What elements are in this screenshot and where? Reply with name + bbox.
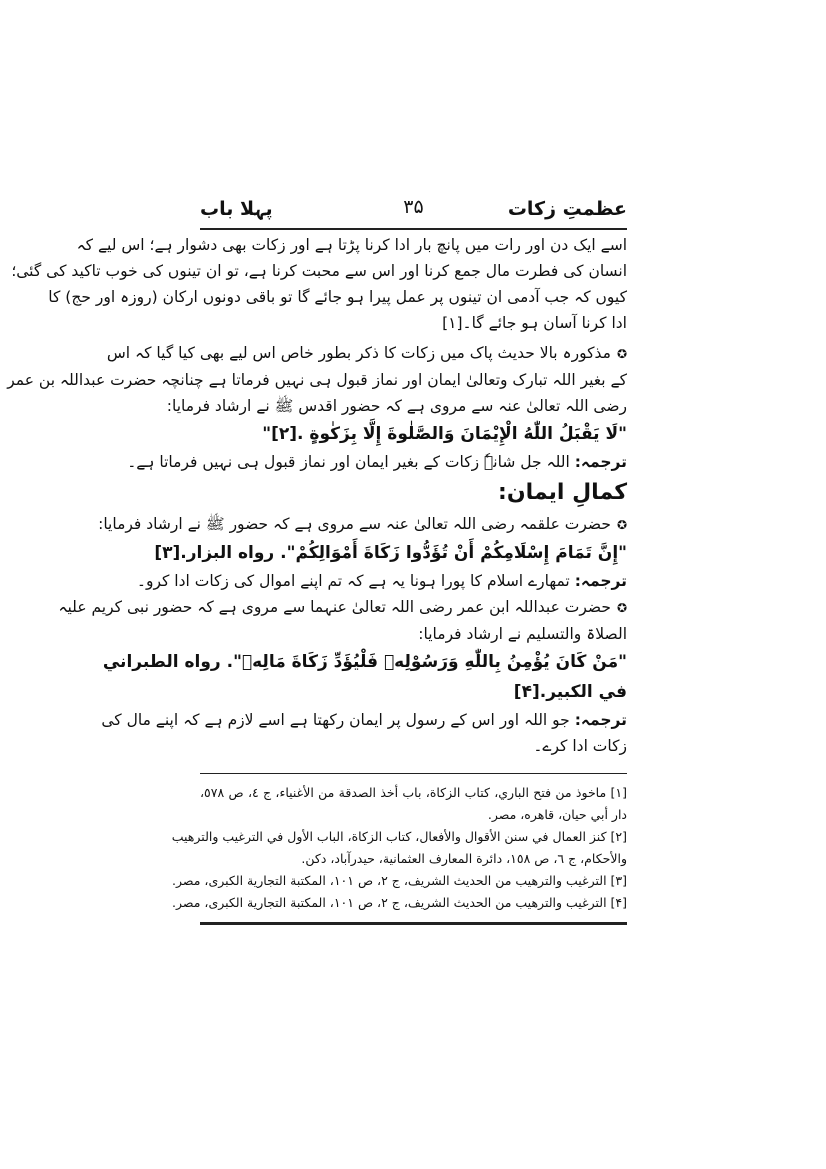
footnote-2-cont: والأحكام، ج ٦، ص ١٥٨، دائرة المعارف العثمانية، حيدرآباد، دكن. bbox=[301, 851, 627, 866]
translation-label: ترجمہ: bbox=[574, 572, 627, 590]
bottom-rule bbox=[200, 922, 627, 925]
paragraph-3 bbox=[98, 511, 627, 594]
paragraph-2 bbox=[7, 340, 627, 475]
text-line: الصلاۃ والتسلیم نے ارشاد فرمایا: bbox=[418, 625, 627, 643]
text-line: ادا کرنا آسان ہو جائے گا۔[۱] bbox=[442, 314, 627, 332]
text-line: کے بغیر اللہ تبارک وتعالیٰ ایمان اور نماز قبول ہی نہیں فرماتا ہے چنانچہ حضرت عبداللہ بن عمر bbox=[7, 371, 627, 389]
bullet-star-icon: ✪ bbox=[616, 518, 627, 532]
footnote-1-cont: دار أبي حيان، قاهره، مصر. bbox=[487, 807, 627, 822]
running-header bbox=[200, 196, 627, 230]
translation-label: ترجمہ: bbox=[574, 711, 627, 729]
translation-line: ترجمہ: تمھارے اسلام کا پورا ہونا یہ ہے کہ تم اپنے اموال کی زکات ادا کرو۔ bbox=[136, 572, 627, 590]
text-line: کیوں کہ جب آدمی ان تینوں پر عمل پیرا ہو جائے گا تو باقی دونوں ارکان (روزہ اور حج) کا bbox=[48, 288, 627, 306]
footnote-divider bbox=[200, 773, 627, 774]
footnote-2: [۲] كنز العمال في سنن الأقوال والأفعال، كتاب الزكاة، الباب الأول في الترغيب والترهيب bbox=[171, 829, 627, 844]
paragraph-4 bbox=[58, 594, 627, 759]
text-line: رضی اللہ تعالیٰ عنہ سے مروی ہے کہ حضور اقدس ﷺ نے ارشاد فرمایا: bbox=[166, 397, 627, 415]
book-title: عظمتِ زکات bbox=[507, 198, 627, 220]
footnote-3: [۳] الترغيب والترهيب من الحديث الشريف، ج ٢، ص ١٠١، المكتبة التجارية الكبرى، مصر. bbox=[172, 873, 627, 888]
text-line: ✪حضرت عبداللہ ابن عمر رضی اللہ تعالیٰ عنہما سے مروی ہے کہ حضور نبی کریم علیہ bbox=[200, 594, 627, 621]
translation-line: ترجمہ: اللہ جل شانہٗ زکات کے بغیر ایمان اور نماز قبول ہی نہیں فرماتا ہے۔ bbox=[127, 453, 627, 471]
text-line: انسان کی فطرت مال جمع کرنا اور اس سے محبت کرنا ہے، تو ان تینوں کی خوب تاکید کی گئی؛ bbox=[11, 262, 627, 280]
bullet-star-icon: ✪ bbox=[616, 347, 627, 361]
arabic-hadith: "إِنَّ تَمَامَ إِسْلَامِكُمْ أَنْ تُؤَدُّوا زَكَاةَ أَمْوَالِكُمْ". رواه البزار.[۳] bbox=[154, 543, 627, 563]
section-heading: کمالِ ایمان: bbox=[498, 480, 627, 505]
footnote-1: [۱] ماخوذ من فتح الباري، كتاب الزكاة، باب أخذ الصدقة من الأغنياء، ج ٤، ص ٥٧٨، bbox=[200, 785, 627, 800]
arabic-hadith: "لَا يَقْبَلُ اللّٰهُ الْإِيْمَانَ وَالصَّلٰوةَ إِلَّا بِزَكٰوةٍ .[۲]" bbox=[262, 424, 627, 444]
page-body bbox=[7, 232, 627, 925]
text-line: ✪مذکورہ بالا حدیث پاک میں زکات کا ذکر بطور خاص اس لیے بھی کیا گیا کہ اس bbox=[200, 340, 627, 367]
footnotes bbox=[171, 782, 627, 914]
footnote-4: [۴] الترغيب والترهيب من الحديث الشريف، ج ٢، ص ١٠١، المكتبة التجارية الكبرى، مصر. bbox=[172, 895, 627, 910]
page-number: ۳۵ bbox=[403, 196, 424, 218]
arabic-hadith: "مَنْ كَانَ يُؤْمِنُ بِاللّٰهِ وَرَسُوْلِهٖ فَلْيُؤَدِّ زَكَاةَ مَالِهٖ". رواه الطبراني bbox=[102, 652, 627, 672]
translation-line-cont: زکات ادا کرے۔ bbox=[533, 737, 627, 755]
paragraph-1 bbox=[11, 232, 627, 336]
chapter-title: پہلا باب bbox=[200, 198, 273, 220]
translation-label: ترجمہ: bbox=[574, 453, 627, 471]
translation-line: ترجمہ: جو اللہ اور اس کے رسول پر ایمان رکھتا ہے اسے لازم ہے کہ اپنے مال کی bbox=[101, 711, 627, 729]
arabic-hadith-cont: في الكبير.[۴] bbox=[513, 682, 627, 702]
text-line: ✪حضرت علقمہ رضی اللہ تعالیٰ عنہ سے مروی ہے کہ حضور ﷺ نے ارشاد فرمایا: bbox=[200, 511, 627, 538]
bullet-star-icon: ✪ bbox=[616, 601, 627, 615]
text-line: اسے ایک دن اور رات میں پانچ بار ادا کرنا پڑتا ہے اور زکات بھی دشوار ہے؛ اس لیے کہ bbox=[76, 236, 627, 254]
